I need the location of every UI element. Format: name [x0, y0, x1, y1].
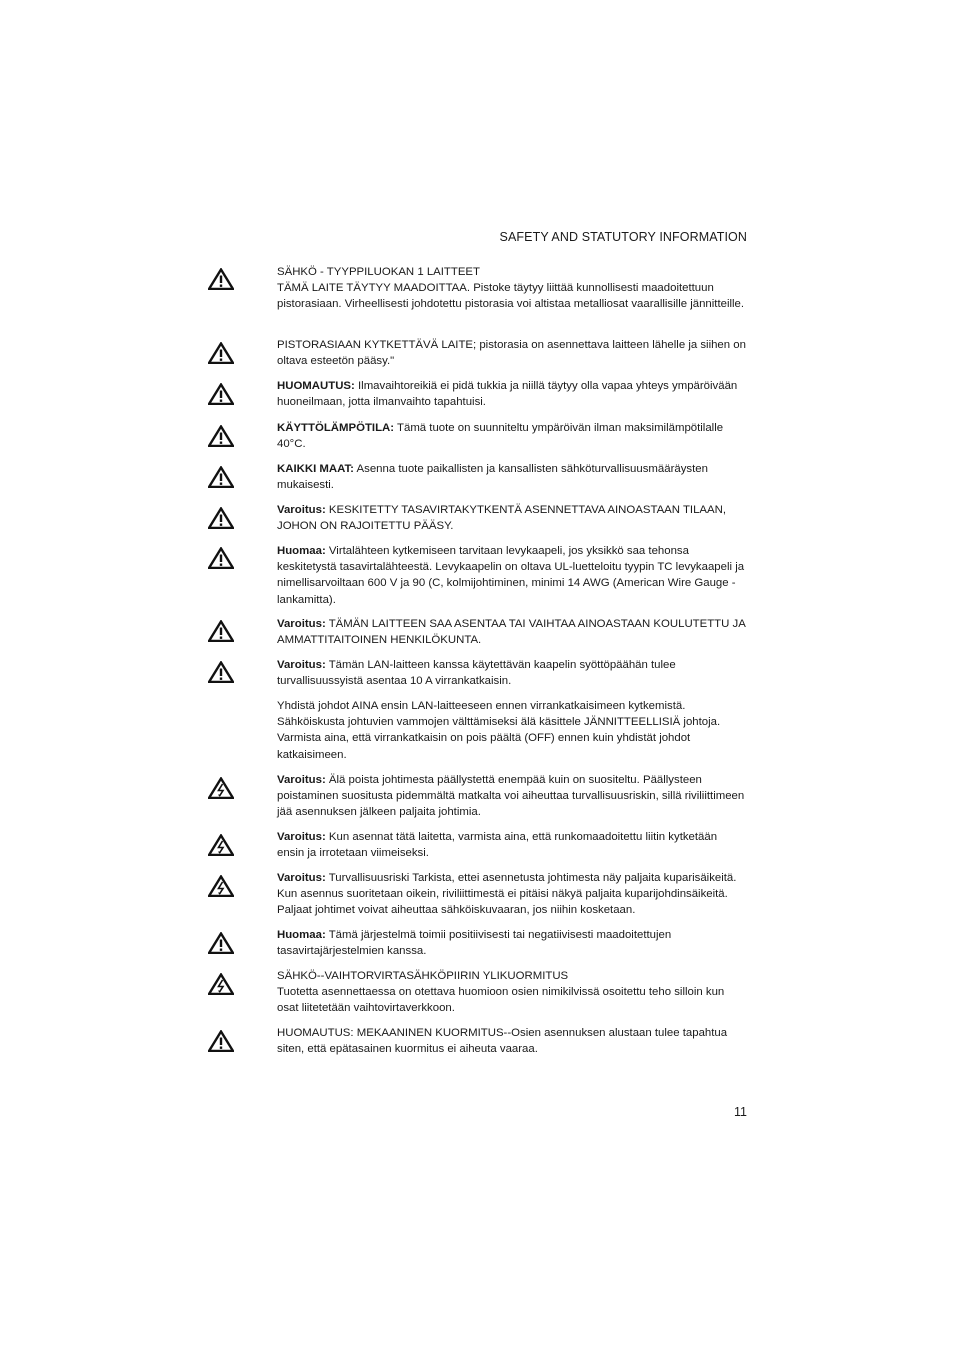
entry-body: Tuotetta asennettaessa on otettava huomioon osien nimikilvissä osoitettu teho silloin kun osat liitetetään vaihtovirtaverkkoon.: [277, 986, 725, 1015]
entry-label: KÄYTTÖLÄMPÖTILA:: [277, 422, 395, 434]
entry-heading: SÄHKÖ - TYYPPILUOKAN 1 LAITTEET: [277, 266, 480, 278]
entry-text: [277, 264, 747, 313]
entry-text: [277, 870, 747, 919]
entry-text: [277, 420, 747, 452]
entry-text: [277, 772, 747, 821]
entry-text: [277, 657, 747, 689]
page-number: 11: [734, 1105, 747, 1119]
entry-text: [277, 1025, 747, 1057]
entry-body: Yhdistä johdot AINA ensin LAN-laitteeseen ennen virrankatkaisimeen kytkemistä. Sähköiskusta johtuvien vammojen välttämiseksi älä käsittele JÄNNITTEELLISIÄ johtoja. Varmista aina, että virrankatkaisin on pois päältä (OFF) ennen kuin yhdistät johdot katkaisimeen.: [277, 700, 721, 761]
shock-icon: [208, 777, 234, 799]
shock-icon: [208, 973, 234, 995]
entry-text: [277, 829, 747, 861]
entry-label: Varoitus:: [277, 872, 326, 884]
caution-icon: [208, 466, 234, 488]
caution-icon: [208, 383, 234, 405]
entry-text: [277, 698, 747, 763]
caution-icon: [208, 661, 234, 683]
entry-body: PISTORASIAAN KYTKETTÄVÄ LAITE; pistorasia on asennettava laitteen lähelle ja siihen on oltava esteetön pääsy.": [277, 339, 746, 368]
entry-text: [277, 968, 747, 1017]
entry-text: [277, 927, 747, 959]
caution-icon: [208, 425, 234, 447]
entry-body: Tämä järjestelmä toimii positiivisesti tai negatiivisesti maadoitettujen tasavirtajärjestelmien kanssa.: [277, 929, 672, 958]
entry-body: KESKITETTY TASAVIRTAKYTKENTÄ ASENNETTAVA AINOASTAAN TILAAN, JOHON ON RAJOITETTU PÄÄSY.: [277, 504, 727, 533]
entry-body: HUOMAUTUS: MEKAANINEN KUORMITUS--Osien asennuksen alustaan tulee tapahtua siten, että epätasainen kuormitus ei aiheuta vaaraa.: [277, 1027, 728, 1056]
entry-label: KAIKKI MAAT:: [277, 463, 354, 475]
caution-icon: [208, 620, 234, 642]
caution-icon: [208, 932, 234, 954]
entry-text: [277, 337, 747, 369]
entry-body: Asenna tuote paikallisten ja kansallisten sähköturvallisuusmääräysten mukaisesti.: [277, 463, 708, 492]
entry-body: Ilmavaihtoreikiä ei pidä tukkia ja niillä täytyy olla vapaa yhteys ympäröivään huoneilmaan, jotta ilmanvaihto tapahtuisi.: [277, 380, 738, 409]
entry-text: [277, 502, 747, 534]
entry-label: HUOMAUTUS:: [277, 380, 355, 392]
entry-label: Varoitus:: [277, 774, 326, 786]
caution-icon: [208, 1030, 234, 1052]
caution-icon: [208, 342, 234, 364]
entry-label: Varoitus:: [277, 618, 326, 630]
entry-label: Huomaa:: [277, 929, 326, 941]
shock-icon: [208, 834, 234, 856]
shock-icon: [208, 875, 234, 897]
entry-body: Tämän LAN-laitteen kanssa käytettävän kaapelin syöttöpäähän tulee turvallisuussyistä asentaa 10 A virrankatkaisin.: [277, 659, 676, 688]
entry-label: Varoitus:: [277, 504, 326, 516]
entry-body: Virtalähteen kytkemiseen tarvitaan levykaapeli, jos yksikkö saa tehonsa keskitetystä tasavirtalähteestä. Levykaapelin on oltava UL-luetteloitu tyypin TC levykaapeli ja nimellisarvoiltaan 600 V ja 90 (C, kolmijohtiminen, minimi 14 AWG (American Wire Gauge -lankamitta).: [277, 545, 745, 606]
entry-body: Tämä tuote on suunniteltu ympäröivän ilman maksimilämpötilalle 40°C.: [277, 422, 724, 451]
entry-body: TÄMÄ LAITE TÄYTYY MAADOITTAA. Pistoke täytyy liittää kunnollisesti maadoitettuun pistorasiaan. Virheellisesti johdotettu pistorasia voi altistaa metalliosat vaarallisille jännitteille.: [277, 282, 745, 311]
entry-text: [277, 378, 747, 410]
entry-text: [277, 616, 747, 648]
entry-label: Huomaa:: [277, 545, 326, 557]
entry-text: [277, 461, 747, 493]
caution-icon: [208, 268, 234, 290]
running-header: SAFETY AND STATUTORY INFORMATION: [499, 230, 747, 244]
entry-text: [277, 543, 747, 608]
caution-icon: [208, 547, 234, 569]
entry-label: Varoitus:: [277, 831, 326, 843]
entry-heading: SÄHKÖ--VAIHTORVIRTASÄHKÖPIIRIN YLIKUORMITUS: [277, 970, 569, 982]
entry-label: Varoitus:: [277, 659, 326, 671]
entry-body: Turvallisuusriski Tarkista, ettei asennetusta johtimesta näy paljaita kuparisäikeitä. Kun asennus suoritetaan oikein, riviliittimestä ei pitäisi näkyä paljaita kuparijohdinsäikeitä. Paljaat johtimet voivat aiheuttaa sähköiskuvaaran, jos niihin kosketaan.: [277, 872, 737, 917]
caution-icon: [208, 507, 234, 529]
entry-body: TÄMÄN LAITTEEN SAA ASENTAA TAI VAIHTAA AINOASTAAN KOULUTETTU JA AMMATTITAITOINEN HENKILÖKUNTA.: [277, 618, 746, 647]
entry-body: Kun asennat tätä laitetta, varmista aina, että runkomaadoitettu liitin kytketään ensin ja irrotetaan viimeiseksi.: [277, 831, 718, 860]
entry-body: Älä poista johtimesta päällystettä enempää kuin on suositeltu. Päällysteen poistaminen suositusta pidemmältä matkalta voi aiheuttaa turvallisuusriskin, sillä riviliittimeen jää asennuksen jälkeen paljaita johtimia.: [277, 774, 745, 819]
